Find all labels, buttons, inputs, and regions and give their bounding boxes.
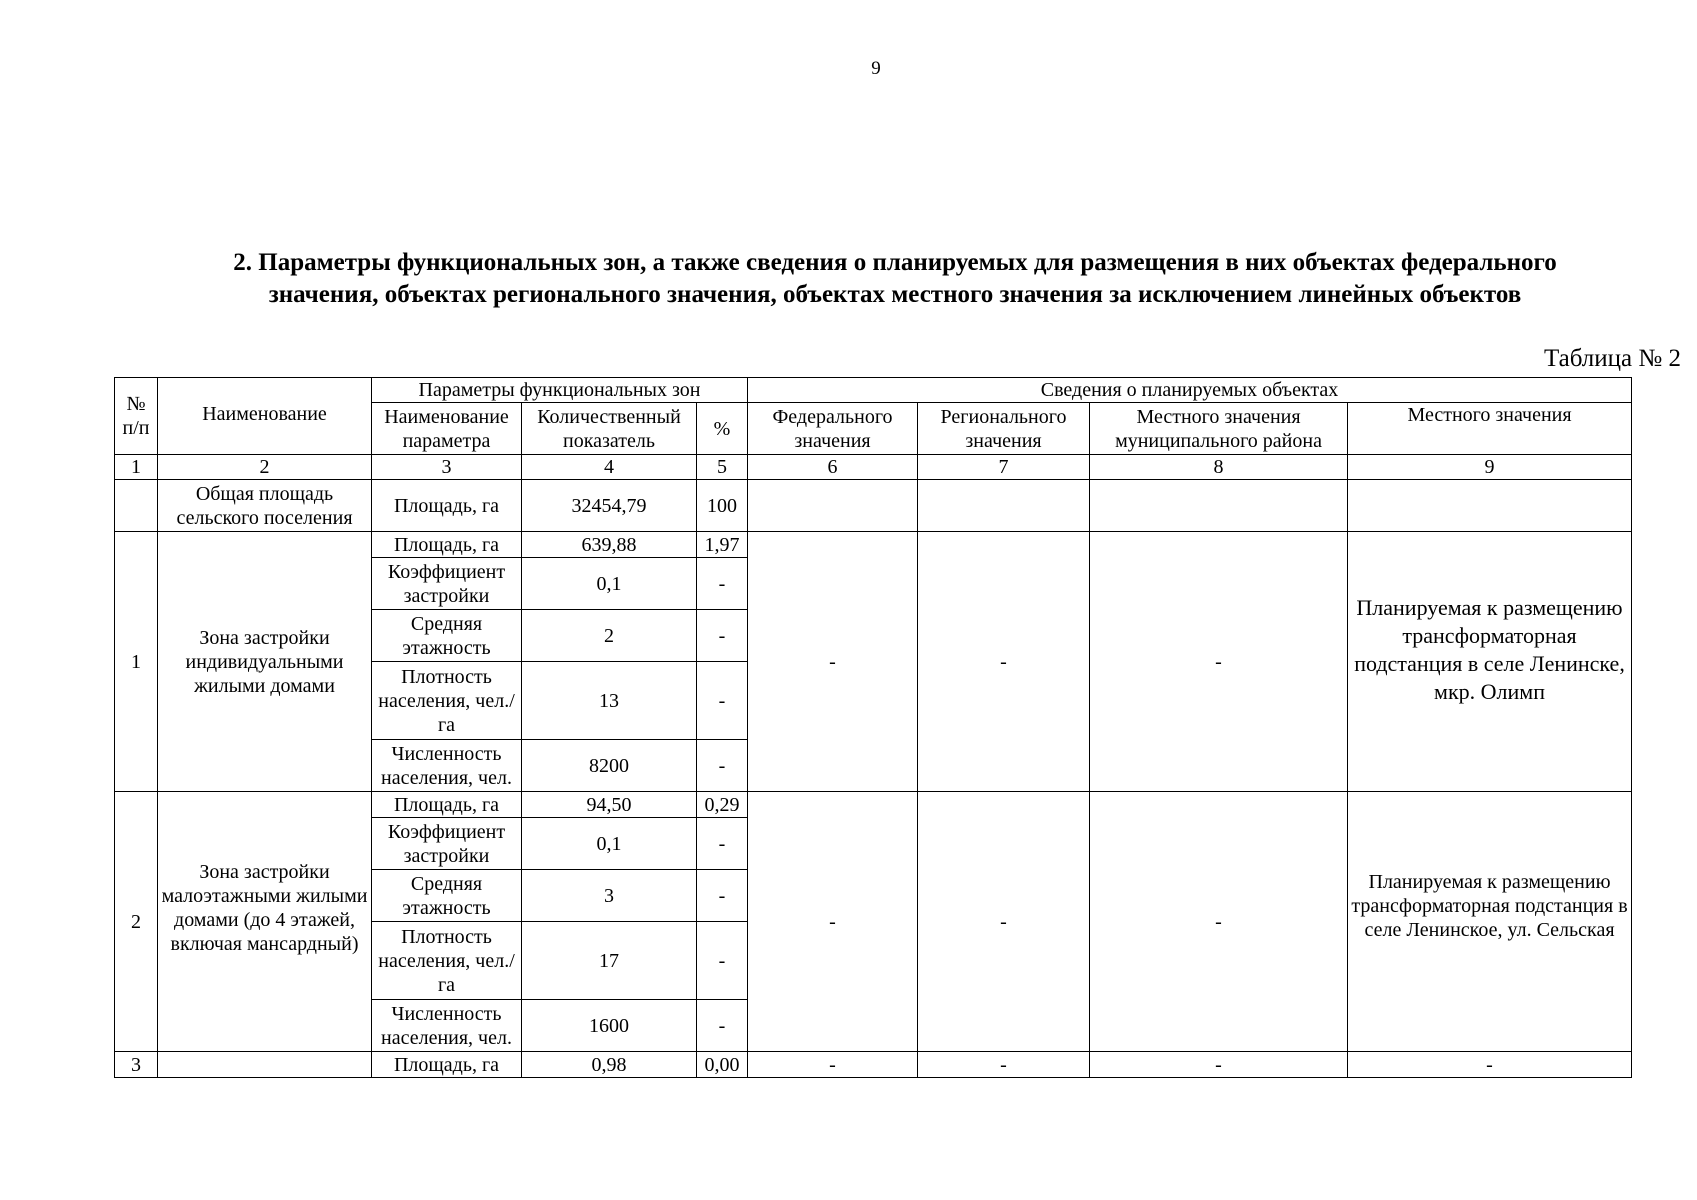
column-number: 2: [158, 455, 372, 480]
total-percent: 100: [697, 480, 748, 532]
param-name: Коэффициент застройки: [372, 558, 522, 610]
zone-number: 1: [115, 532, 158, 792]
header-params-group: Параметры функциональных зон: [372, 378, 748, 403]
param-name: Средняя этажность: [372, 870, 522, 922]
zone-number: 2: [115, 792, 158, 1052]
regional-object: -: [918, 1052, 1090, 1078]
param-percent: -: [697, 870, 748, 922]
federal-object: -: [748, 532, 918, 792]
total-value: 32454,79: [522, 480, 697, 532]
local-district-object: -: [1090, 792, 1348, 1052]
param-name: Численность населения, чел.: [372, 1000, 522, 1052]
header-num: № п/п: [115, 378, 158, 455]
column-number: 3: [372, 455, 522, 480]
param-value: 13: [522, 662, 697, 740]
local-object: -: [1348, 1052, 1632, 1078]
param-value: 0,1: [522, 818, 697, 870]
zone-name: Зона застройки индивидуальными жилыми домами: [158, 532, 372, 792]
param-name: Коэффициент застройки: [372, 818, 522, 870]
param-percent: -: [697, 1000, 748, 1052]
param-percent: 1,97: [697, 532, 748, 558]
table-row: [115, 1052, 1632, 1078]
header-federal: Федерального значения: [748, 403, 918, 455]
column-number: 9: [1348, 455, 1632, 480]
param-percent: 0,00: [697, 1052, 748, 1078]
column-number: 8: [1090, 455, 1348, 480]
column-numbers-row: [115, 455, 1632, 480]
regional-object: -: [918, 532, 1090, 792]
page-number: 9: [871, 58, 881, 79]
param-name: Плотность населения, чел./га: [372, 662, 522, 740]
param-name: Плотность населения, чел./га: [372, 922, 522, 1000]
header-regional: Регионального значения: [918, 403, 1090, 455]
param-percent: -: [697, 818, 748, 870]
total-name: Общая площадь сельского поселения: [158, 480, 372, 532]
local-district-object: -: [1090, 532, 1348, 792]
zone-name: Зона застройки малоэтажными жилыми домами (до 4 этажей, включая мансардный): [158, 792, 372, 1052]
title-line-2: значения, объектах регионального значения, объектах местного значения за исключением линейных объектов: [268, 281, 1522, 308]
regional-object: -: [918, 792, 1090, 1052]
column-number: 7: [918, 455, 1090, 480]
param-value: 2: [522, 610, 697, 662]
total-regional-cell: [918, 480, 1090, 532]
local-district-object: -: [1090, 1052, 1348, 1078]
total-param: Площадь, га: [372, 480, 522, 532]
param-value: 639,88: [522, 532, 697, 558]
federal-object: -: [748, 1052, 918, 1078]
title-line-1: 2. Параметры функциональных зон, а также сведения о планируемых для размещения в них объектах федерального: [233, 249, 1557, 276]
header-info-group: Сведения о планируемых объектах: [748, 378, 1632, 403]
param-percent: -: [697, 740, 748, 792]
zone-name: [158, 1052, 372, 1078]
param-name: Средняя этажность: [372, 610, 522, 662]
param-name: Площадь, га: [372, 792, 522, 818]
total-area-row: [115, 480, 1632, 532]
param-value: 0,98: [522, 1052, 697, 1078]
column-number: 6: [748, 455, 918, 480]
header-param-name: Наименование параметра: [372, 403, 522, 455]
total-federal-cell: [748, 480, 918, 532]
param-percent: -: [697, 662, 748, 740]
total-num-cell: [115, 480, 158, 532]
param-percent: -: [697, 610, 748, 662]
param-name: Площадь, га: [372, 1052, 522, 1078]
param-value: 8200: [522, 740, 697, 792]
header-percent: %: [697, 403, 748, 455]
federal-object: -: [748, 792, 918, 1052]
param-percent: 0,29: [697, 792, 748, 818]
column-number: 4: [522, 455, 697, 480]
param-value: 94,50: [522, 792, 697, 818]
table-row: [115, 792, 1632, 818]
param-value: 17: [522, 922, 697, 1000]
header-quantity: Количественный показатель: [522, 403, 697, 455]
local-object: Планируемая к размещению трансформаторная подстанция в селе Ленинске, мкр. Олимп: [1348, 532, 1632, 792]
parameters-table: [114, 377, 1632, 1078]
zone-number: 3: [115, 1052, 158, 1078]
local-object: Планируемая к размещению трансформаторная подстанция в селе Ленинское, ул. Сельская: [1348, 792, 1632, 1052]
table-caption: Таблица № 2: [1543, 345, 1681, 372]
column-number: 5: [697, 455, 748, 480]
param-value: 0,1: [522, 558, 697, 610]
param-name: Численность населения, чел.: [372, 740, 522, 792]
table-row: [115, 532, 1632, 558]
header-local: Местного значения: [1348, 403, 1632, 455]
header-local-district: Местного значения муниципального района: [1090, 403, 1348, 455]
param-percent: -: [697, 922, 748, 1000]
total-local-cell: [1348, 480, 1632, 532]
param-value: 1600: [522, 1000, 697, 1052]
document-title: [140, 247, 1650, 311]
total-local-district-cell: [1090, 480, 1348, 532]
header-name: Наименование: [158, 378, 372, 455]
column-number: 1: [115, 455, 158, 480]
param-percent: -: [697, 558, 748, 610]
param-name: Площадь, га: [372, 532, 522, 558]
param-value: 3: [522, 870, 697, 922]
